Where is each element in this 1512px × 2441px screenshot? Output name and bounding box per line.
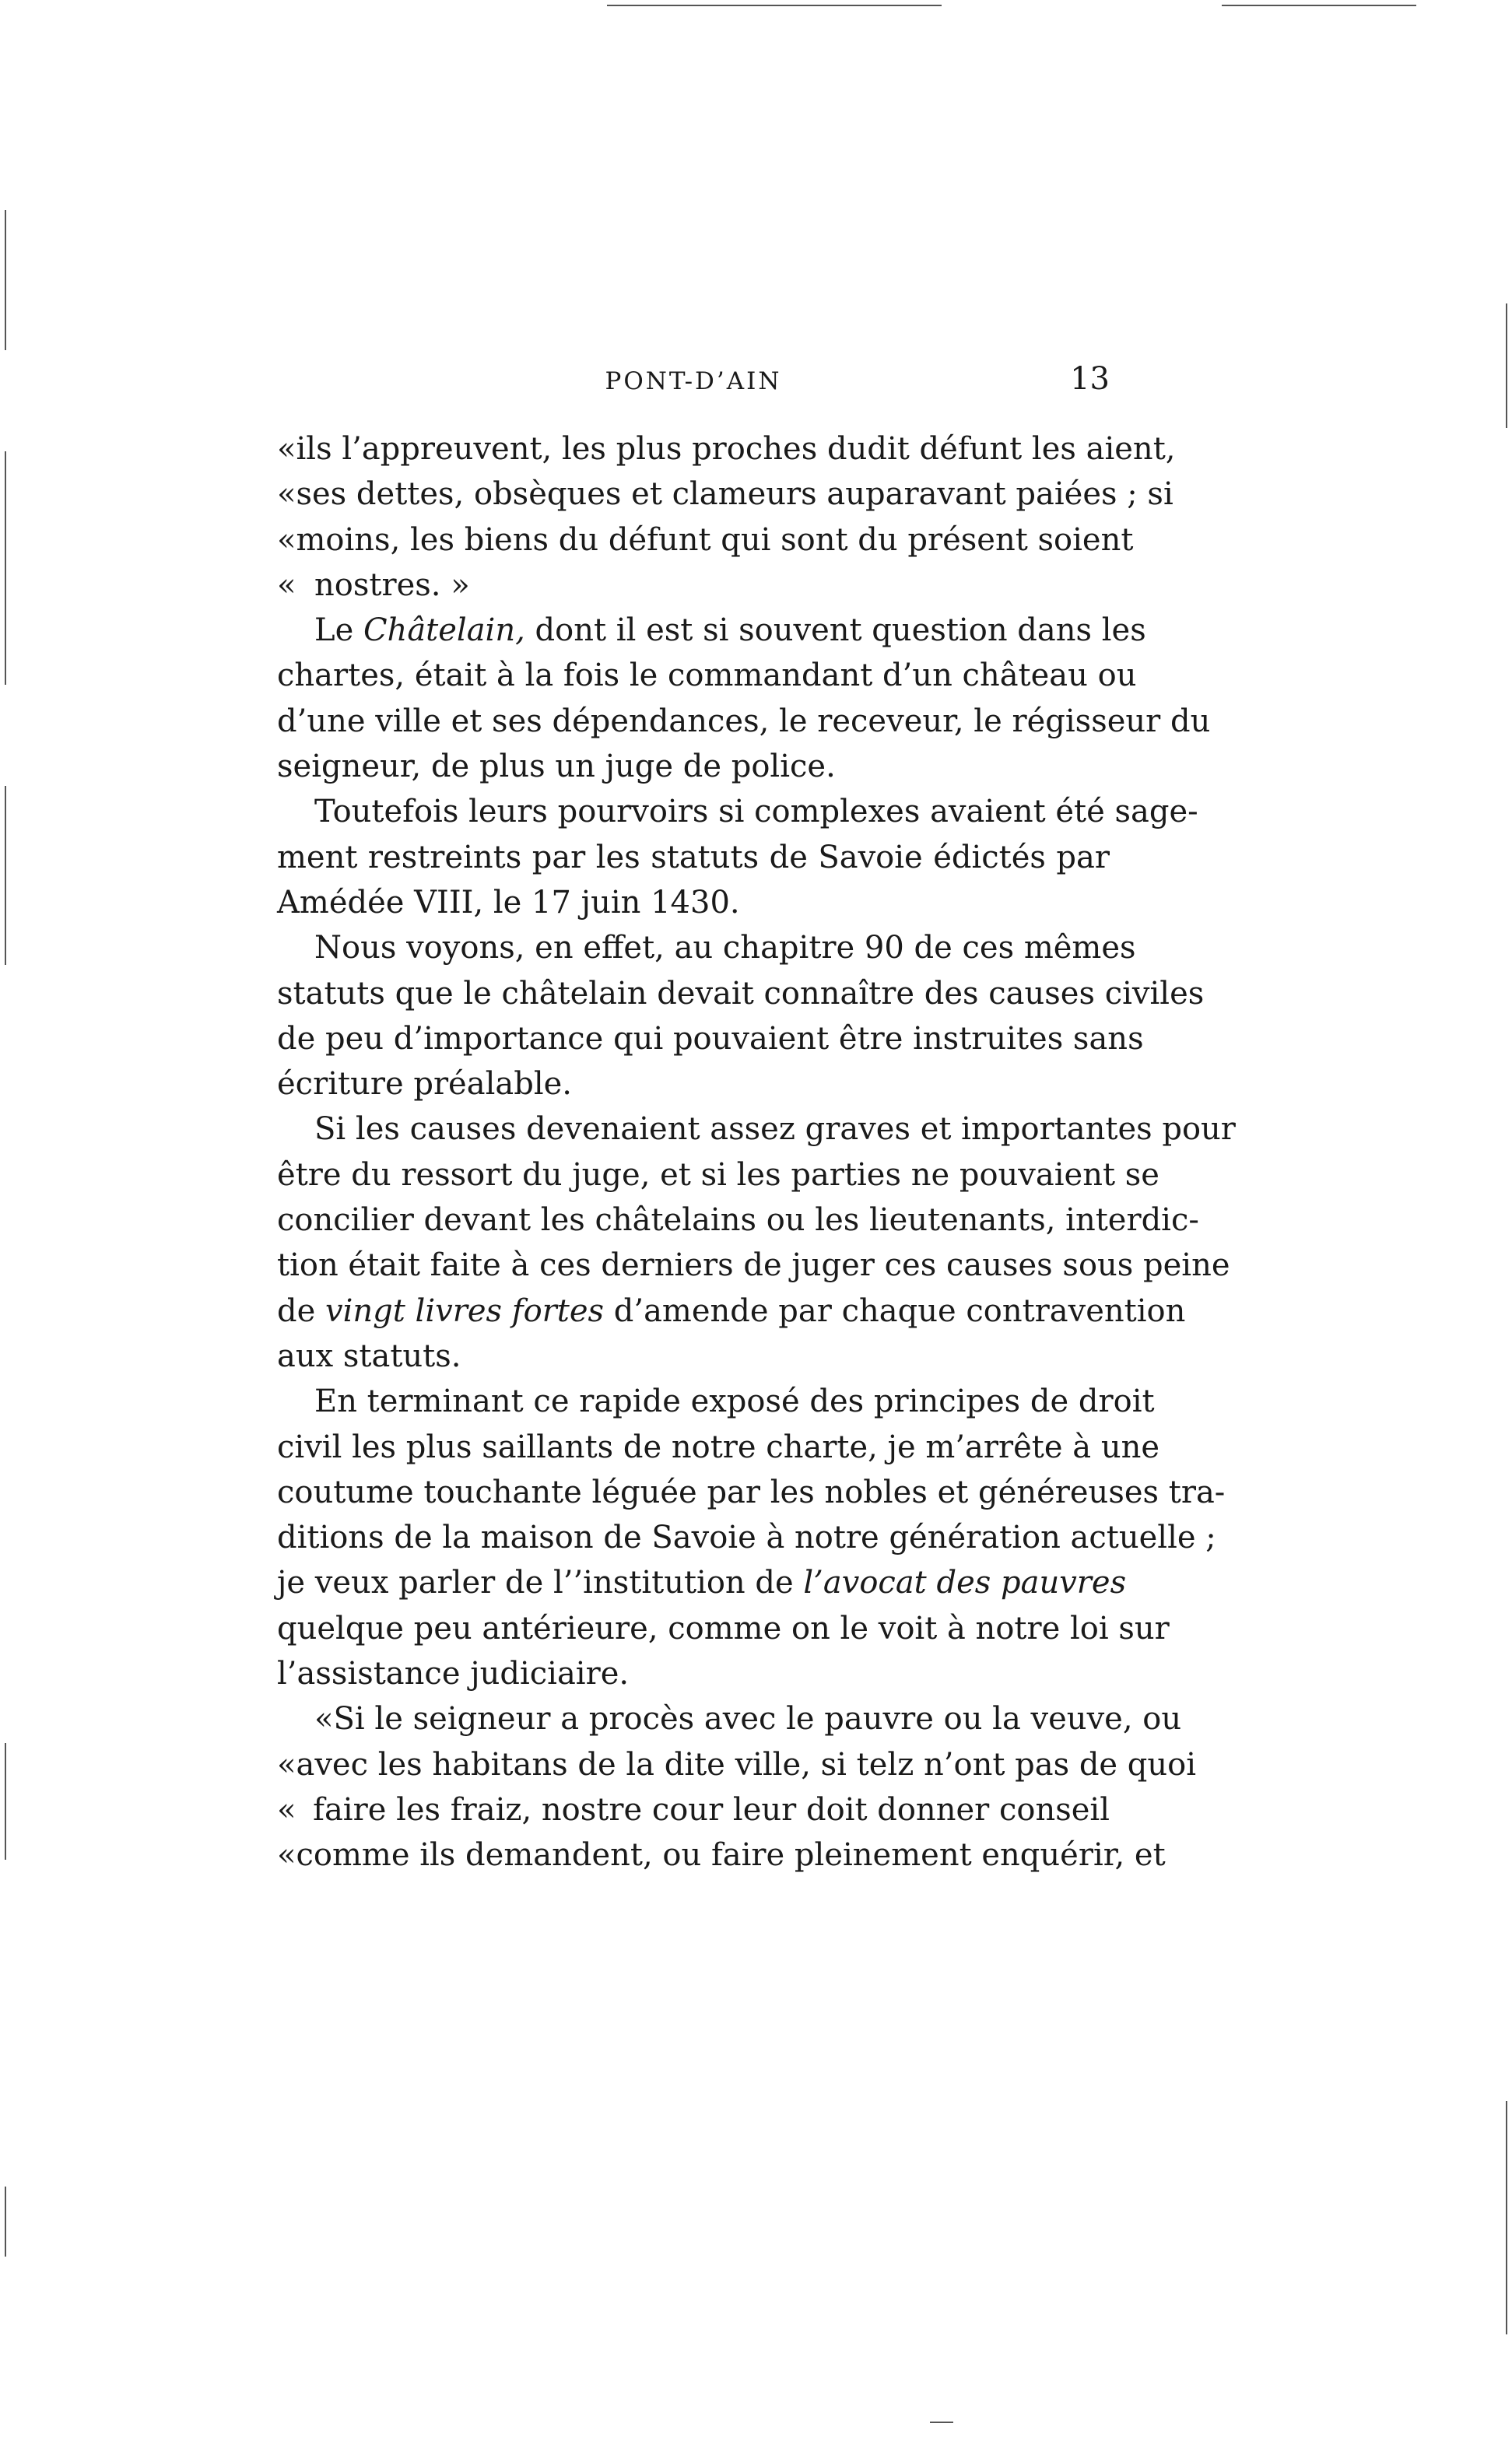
text-line: Le Châtelain, dont il est si souvent question dans les: [314, 612, 1146, 649]
text-line: concilier devant les châtelains ou les lieutenants, interdic-: [277, 1202, 1199, 1239]
text-line: Amédée VIII, le 17 juin 1430.: [277, 884, 740, 921]
text-line: Nous voyons, en effet, au chapitre 90 de ces mêmes: [314, 930, 1136, 966]
scan-artifact-left-edge: [5, 1743, 6, 1860]
italic-term: vingt livres fortes: [325, 1292, 605, 1329]
guillemet-mark: «: [277, 1837, 296, 1874]
text-line: ment restreints par les statuts de Savoie édictés par: [277, 839, 1110, 875]
guillemet-mark: «: [277, 476, 296, 513]
scan-artifact-left-edge: [5, 2187, 6, 2257]
text-line: de vingt livres fortes d’amende par chaque contravention: [277, 1292, 1186, 1329]
scan-artifact-top-rule: [607, 5, 942, 6]
text-line: civil les plus saillants de notre charte, je m’arrête à une: [277, 1429, 1160, 1465]
guillemet-mark: «: [277, 1791, 296, 1828]
text-line: « nostres. »: [277, 563, 1110, 608]
text-line: « faire les fraiz, nostre cour leur doit donner conseil: [277, 1787, 1110, 1833]
text-line: statuts que le châtelain devait connaître des causes civiles: [277, 975, 1205, 1012]
scan-artifact-right-edge: [1506, 303, 1507, 428]
text-line: aux statuts.: [277, 1338, 461, 1374]
running-head: PONT-D’AIN: [605, 367, 782, 395]
text-line: l’assistance judiciaire.: [277, 1656, 630, 1692]
guillemet-mark: «: [314, 1701, 334, 1738]
guillemet-mark: «: [277, 1746, 296, 1783]
guillemet-mark: «: [277, 431, 296, 467]
text-line: « Si le seigneur a procès avec le pauvre ou la veuve, ou: [277, 1696, 1110, 1741]
text-line: de peu d’importance qui pouvaient être instruites sans: [277, 1020, 1144, 1057]
scan-artifact-left-edge: [5, 786, 6, 965]
text-line: ditions de la maison de Savoie à notre génération actuelle ;: [277, 1520, 1216, 1556]
text-line: tion était faite à ces derniers de juger ces causes sous peine: [277, 1247, 1230, 1284]
text-line: d’une ville et ses dépendances, le receveur, le régisseur du: [277, 703, 1211, 739]
text-line: « moins, les biens du défunt qui sont du présent soient: [277, 517, 1110, 563]
scan-artifact-left-edge: [5, 210, 6, 350]
text-line: quelque peu antérieure, comme on le voit à notre loi sur: [277, 1610, 1170, 1647]
text-line: « comme ils demandent, ou faire pleinement enquérir, et: [277, 1833, 1110, 1878]
guillemet-mark: «: [277, 521, 296, 558]
body-text: [277, 426, 1236, 1878]
text-line: « avec les habitans de la dite ville, si telz n’ont pas de quoi: [277, 1742, 1110, 1787]
scan-artifact-right-edge: [1506, 2101, 1507, 2334]
scan-artifact-top-rule-right: [1222, 5, 1416, 6]
text-line: En terminant ce rapide exposé des principes de droit: [314, 1384, 1155, 1420]
text-line: coutume touchante léguée par les nobles et généreuses tra-: [277, 1474, 1226, 1510]
text-line: seigneur, de plus un juge de police.: [277, 749, 836, 785]
text-line: Toutefois leurs pourvoirs si complexes avaient été sage-: [314, 794, 1198, 830]
text-line: « ses dettes, obsèques et clameurs auparavant paiées ; si: [277, 472, 1110, 517]
text-line: « ils l’appreuvent, les plus proches dudit défunt les aient,: [277, 426, 1110, 472]
text-line: écriture préalable.: [277, 1066, 573, 1103]
page-header: [277, 359, 1110, 406]
scan-artifact-left-edge: [5, 451, 6, 685]
text-line: être du ressort du juge, et si les parties ne pouvaient se: [277, 1156, 1159, 1193]
italic-term: Châtelain,: [363, 612, 525, 649]
italic-term: l’avocat des pauvres: [803, 1565, 1127, 1601]
text-line: chartes, était à la fois le commandant d’un château ou: [277, 658, 1137, 694]
scan-artifact-bottom-rule: [930, 2422, 953, 2423]
page-number: 13: [1070, 361, 1110, 397]
guillemet-mark: «: [277, 566, 296, 603]
text-line: je veux parler de l’’institution de l’avocat des pauvres: [277, 1565, 1127, 1601]
text-line: Si les causes devenaient assez graves et importantes pour: [314, 1111, 1236, 1148]
